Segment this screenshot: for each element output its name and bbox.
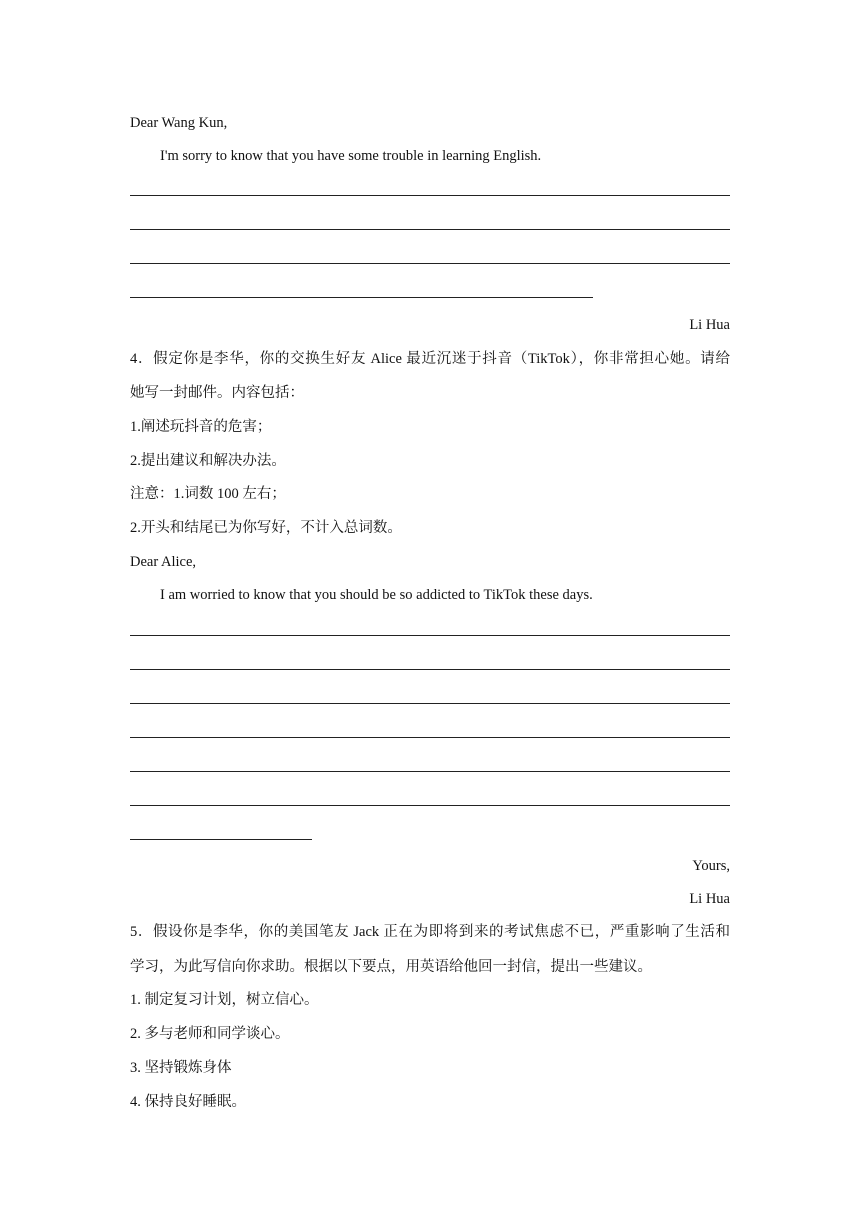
- q4-prompt-line2: 她写一封邮件。内容包括：: [130, 385, 304, 401]
- answer-line: [130, 703, 730, 704]
- answer-line: [130, 297, 593, 298]
- q5-prompt-line1: 5．假设你是李华，你的美国笔友 Jack 正在为即将到来的考试焦虑不已，严重影响了生活和: [130, 924, 730, 940]
- answer-line: [130, 771, 730, 772]
- answer-line: [130, 805, 730, 806]
- q4-prompt-line1: 4．假定你是李华，你的交换生好友 Alice 最近沉迷于抖音（TikTok），你非常担心她。请给: [130, 351, 730, 367]
- q4-item: 2.提出建议和解决办法。: [130, 453, 286, 469]
- q4-opening: I am worried to know that you should be so addicted to TikTok these days.: [160, 587, 593, 603]
- q4-salutation: Dear Alice,: [130, 554, 197, 570]
- q4-closing: Yours,: [692, 858, 730, 874]
- answer-line: [130, 669, 730, 670]
- answer-line: [130, 635, 730, 636]
- q4-note2: 2.开头和结尾已为你写好，不计入总词数。: [130, 520, 402, 536]
- q5-item: 4. 保持良好睡眠。: [130, 1094, 246, 1110]
- q4-signature: Li Hua: [689, 891, 730, 907]
- q4-note1: 注意：1.词数 100 左右；: [130, 486, 286, 502]
- q5-item: 1. 制定复习计划，树立信心。: [130, 992, 319, 1008]
- q5-item: 3. 坚持锻炼身体: [130, 1060, 232, 1076]
- letter1-salutation: Dear Wang Kun,: [130, 115, 228, 131]
- q5-prompt-line2: 学习，为此写信向你求助。根据以下要点，用英语给他回一封信，提出一些建议。: [130, 959, 652, 975]
- q4-item: 1.阐述玩抖音的危害；: [130, 419, 272, 435]
- answer-line: [130, 229, 730, 230]
- letter1-signature: Li Hua: [689, 317, 730, 333]
- answer-line: [130, 263, 730, 264]
- answer-line: [130, 737, 730, 738]
- letter1-opening: I'm sorry to know that you have some trouble in learning English.: [160, 148, 542, 164]
- q5-item: 2. 多与老师和同学谈心。: [130, 1026, 290, 1042]
- answer-line: [130, 839, 312, 840]
- answer-line: [130, 195, 730, 196]
